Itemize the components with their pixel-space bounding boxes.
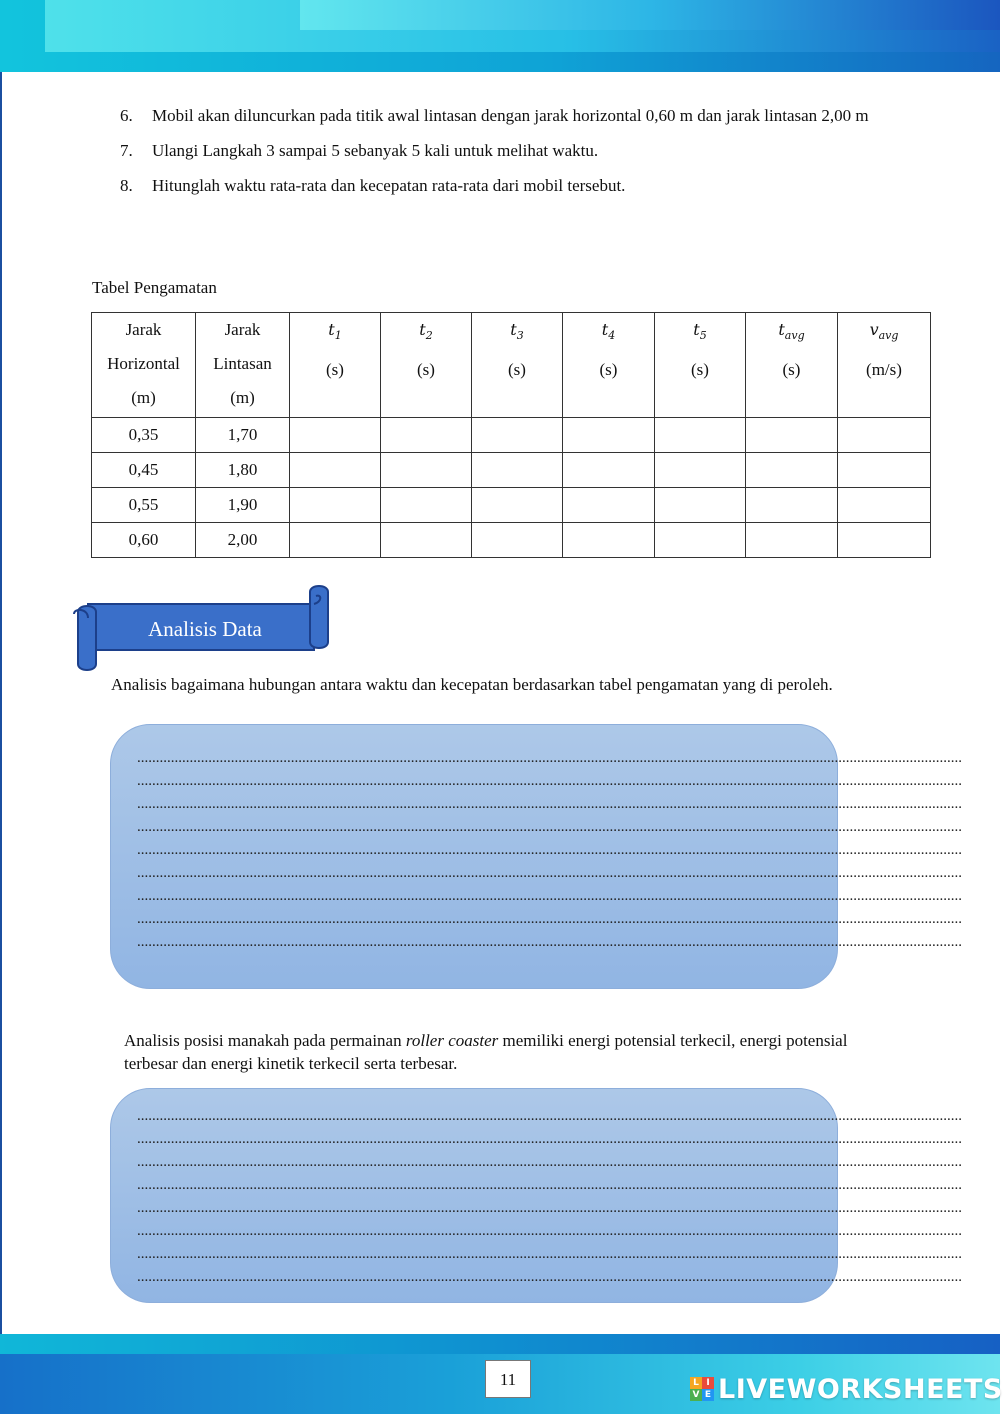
logo-square: I [702,1377,714,1389]
header-line: Lintasan [213,354,272,373]
answer-line[interactable]: ............................................................................................................................................................................................................................ [137,1269,962,1285]
table-input-cell[interactable] [838,523,931,558]
header-symbol: $t_2$ [419,320,433,343]
question-1: Analisis bagaimana hubungan antara waktu dan kecepatan berdasarkan tabel pengamatan yang di peroleh. [111,675,833,694]
table-row [92,418,931,453]
table-input-cell[interactable] [563,523,655,558]
table-input-cell[interactable] [655,418,746,453]
table-input-cell[interactable] [746,488,838,523]
table-input-cell[interactable] [838,453,931,488]
answer-line[interactable]: ............................................................................................................................................................................................................................ [137,1223,962,1239]
table-input-cell[interactable] [381,453,472,488]
table-row [92,488,931,523]
step-number: 8. [120,176,133,195]
header-line: Jarak [125,320,162,339]
table-row [92,523,931,558]
table-input-cell[interactable] [290,523,381,558]
step-number: 7. [120,141,133,160]
table-input-cell[interactable] [655,453,746,488]
header-v-avg [838,313,931,418]
step-text: Ulangi Langkah 3 sampai 5 sebanyak 5 kali untuk melihat waktu. [152,141,599,160]
header-line: Jarak [224,320,261,339]
header-unit: (s) [417,360,435,380]
header-symbol: $t_1$ [328,320,342,343]
logo-square: L [690,1377,702,1389]
answer-line[interactable]: ............................................................................................................................................................................................................................ [137,1131,962,1147]
question-2 [124,1029,864,1075]
table-input-cell[interactable] [563,453,655,488]
table-cell: 0,60 [92,523,196,558]
step-item [120,133,940,168]
header-jarak-horizontal [92,313,196,418]
header-t1 [290,313,381,418]
answer-line[interactable]: ............................................................................................................................................................................................................................ [137,888,962,904]
step-number: 6. [120,106,133,125]
step-item [120,98,940,133]
header-line: (m) [230,388,255,407]
answer-line[interactable]: ............................................................................................................................................................................................................................ [137,1200,962,1216]
step-text: Hitunglah waktu rata-rata dan kecepatan rata-rata dari mobil tersebut. [152,176,626,195]
table-input-cell[interactable] [563,488,655,523]
table-input-cell[interactable] [472,523,563,558]
header-jarak-lintasan [196,313,290,418]
answer-line[interactable]: ............................................................................................................................................................................................................................ [137,934,962,950]
table-input-cell[interactable] [746,523,838,558]
question-2-text-end: memiliki energi potensial terkecil, energi potensial terbesar dan energi kinetik terkecil serta terbesar. [124,1031,848,1073]
answer-line[interactable]: ............................................................................................................................................................................................................................ [137,1246,962,1262]
table-cell: 0,55 [92,488,196,523]
header-unit: (s) [326,360,344,380]
table-input-cell[interactable] [472,488,563,523]
header-unit: (m/s) [866,360,902,380]
answer-line[interactable]: ............................................................................................................................................................................................................................ [137,911,962,927]
header-line: (m) [131,388,156,407]
logo-square: V [690,1389,702,1401]
table-input-cell[interactable] [381,418,472,453]
header-line: Horizontal [107,354,180,373]
answer-line[interactable]: ............................................................................................................................................................................................................................ [137,819,962,835]
table-cell: 1,80 [196,453,290,488]
header-symbol: $t_4$ [601,320,616,343]
answer-box-2[interactable] [110,1088,962,1303]
answer-line[interactable]: ............................................................................................................................................................................................................................ [137,865,962,881]
table-cell: 2,00 [196,523,290,558]
question-2-emphasis: roller coaster [405,1031,499,1050]
table-input-cell[interactable] [381,523,472,558]
header-unit: (s) [782,360,801,380]
answer-lines [137,1105,962,1289]
section-title: Analisis Data [148,617,262,641]
answer-box-1[interactable] [110,724,962,989]
step-text: Mobil akan diluncurkan pada titik awal lintasan dengan jarak horizontal 0,60 m dan jarak lintasan 2,00 m [152,106,869,125]
step-item [120,168,940,203]
table-input-cell[interactable] [290,418,381,453]
header-t4 [563,313,655,418]
table-row [92,453,931,488]
header-t3 [472,313,563,418]
header-t5 [655,313,746,418]
table-input-cell[interactable] [563,418,655,453]
liveworksheets-brand[interactable] [690,1372,1003,1406]
table-input-cell[interactable] [472,418,563,453]
table-input-cell[interactable] [655,488,746,523]
table-cell: 0,45 [92,453,196,488]
table-cell: 1,70 [196,418,290,453]
answer-lines [137,747,962,954]
answer-line[interactable]: ............................................................................................................................................................................................................................ [137,773,962,789]
header-t-avg [746,313,838,418]
table-input-cell[interactable] [290,488,381,523]
table-input-cell[interactable] [746,453,838,488]
question-2-text: Analisis posisi manakah pada permainan [124,1031,406,1050]
header-unit: (s) [599,360,618,380]
answer-line[interactable]: ............................................................................................................................................................................................................................ [137,1108,962,1124]
table-header-row [92,313,931,418]
table-input-cell[interactable] [472,453,563,488]
answer-line[interactable]: ............................................................................................................................................................................................................................ [137,1154,962,1170]
header-symbol: $v_{avg}$ [869,320,899,343]
header-unit: (s) [691,360,709,380]
header-strip-top [300,0,1000,30]
procedure-steps [120,98,940,203]
answer-line[interactable]: ............................................................................................................................................................................................................................ [137,842,962,858]
table-cell: 0,35 [92,418,196,453]
table-caption: Tabel Pengamatan [92,278,217,297]
answer-line[interactable]: ............................................................................................................................................................................................................................ [137,796,962,812]
page-number: 11 [485,1360,531,1398]
header-t2 [381,313,472,418]
table-input-cell[interactable] [838,418,931,453]
table-input-cell[interactable] [746,418,838,453]
table-input-cell[interactable] [290,453,381,488]
brand-text: LIVEWORKSHEETS [718,1373,1003,1405]
header-symbol: $t_3$ [510,320,524,343]
answer-line[interactable]: ............................................................................................................................................................................................................................ [137,750,962,766]
table-input-cell[interactable] [838,488,931,523]
liveworksheets-logo-icon [690,1377,714,1401]
header-banner [0,0,1000,72]
table-cell: 1,90 [196,488,290,523]
observation-table [91,312,931,558]
logo-square: E [702,1389,714,1401]
header-symbol: $t_{avg}$ [778,320,805,343]
header-unit: (s) [508,360,526,380]
table-input-cell[interactable] [381,488,472,523]
header-symbol: $t_5$ [693,320,707,343]
page-left-edge [0,0,2,1414]
table-input-cell[interactable] [655,523,746,558]
answer-line[interactable]: ............................................................................................................................................................................................................................ [137,1177,962,1193]
